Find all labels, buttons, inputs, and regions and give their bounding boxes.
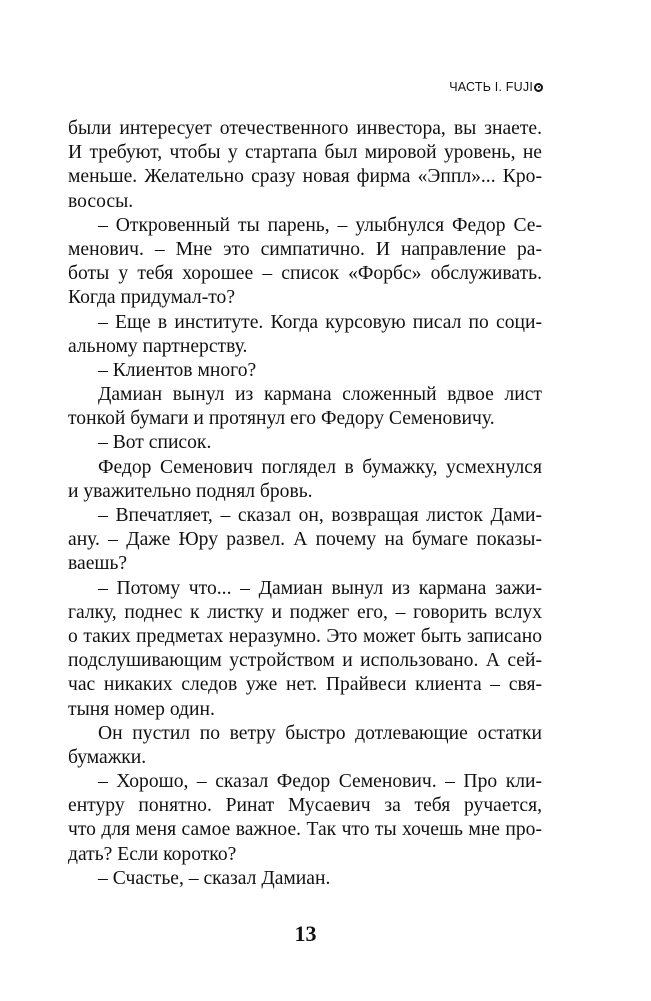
body-text <box>68 117 542 891</box>
text-line: Федор Семенович поглядел в бумажку, усмехнулся <box>98 456 542 478</box>
text-line: галку, поднес к листку и поджег его, – говорить вслух <box>68 601 542 623</box>
text-line: Дамиан вынул из кармана сложенный вдвое лист <box>98 384 542 406</box>
text-line: что для меня самое важное. Так что ты хочешь мне про- <box>68 819 542 841</box>
text-line: дать? Если коротко? <box>68 843 237 865</box>
text-line: меньше. Желательно сразу новая фирма «Эппл»... Кро- <box>68 166 542 188</box>
fuji-logo-icon <box>534 83 543 92</box>
text-line: ваешь? <box>68 553 128 575</box>
text-line: вососы. <box>68 190 134 212</box>
text-line: – Счастье, – сказал Дамиан. <box>98 867 331 889</box>
running-title: ЧАСТЬ I. FUJI <box>449 80 533 94</box>
text-line: и уважительно поднял бровь. <box>68 480 313 502</box>
text-line: менович. – Мне это симпатично. И направление ра- <box>68 238 542 260</box>
text-line: были интересует отечественного инвестора, вы знаете. <box>68 118 542 139</box>
text-line: ану. – Даже Юру развел. А почему на бумаге показы- <box>68 529 542 551</box>
text-line: – Хорошо, – сказал Федор Семенович. – Про кли- <box>98 771 542 793</box>
page-number: 13 <box>294 921 317 946</box>
text-line: час никаких следов уже нет. Прайвеси клиента – свя- <box>68 674 542 696</box>
text-line: – Еще в институте. Когда курсовую писал по соци- <box>98 311 542 333</box>
text-line: о таких предметах неразумно. Это может быть записано <box>68 625 542 647</box>
text-line: – Клиентов много? <box>98 359 257 381</box>
text-line: альному партнерству. <box>68 335 248 357</box>
text-line: И требуют, чтобы у стартапа был мировой уровень, не <box>68 142 542 164</box>
text-line: бумажки. <box>68 746 147 768</box>
text-line: – Вот список. <box>98 432 212 454</box>
text-line: – Впечатляет, – сказал он, возвращая листок Дами- <box>98 505 542 526</box>
text-line: ентуру понятно. Ринат Мусаевич за тебя ручается, <box>68 795 542 817</box>
running-head <box>449 80 543 94</box>
text-line: Он пустил по ветру быстро дотлевающие остатки <box>98 722 542 744</box>
text-line: – Откровенный ты парень, – улыбнулся Федор Се- <box>98 214 542 236</box>
text-line: Когда придумал-то? <box>68 287 236 309</box>
text-line: – Потому что... – Дамиан вынул из кармана зажи- <box>98 577 542 599</box>
text-line: тыня номер один. <box>68 698 215 720</box>
text-line: боты у тебя хорошее – список «Форбс» обслуживать. <box>68 263 542 285</box>
text-line: подслушивающим устройством и использовано. А сей- <box>68 650 542 672</box>
text-line: тонкой бумаги и протянул его Федору Семеновичу. <box>68 408 495 430</box>
